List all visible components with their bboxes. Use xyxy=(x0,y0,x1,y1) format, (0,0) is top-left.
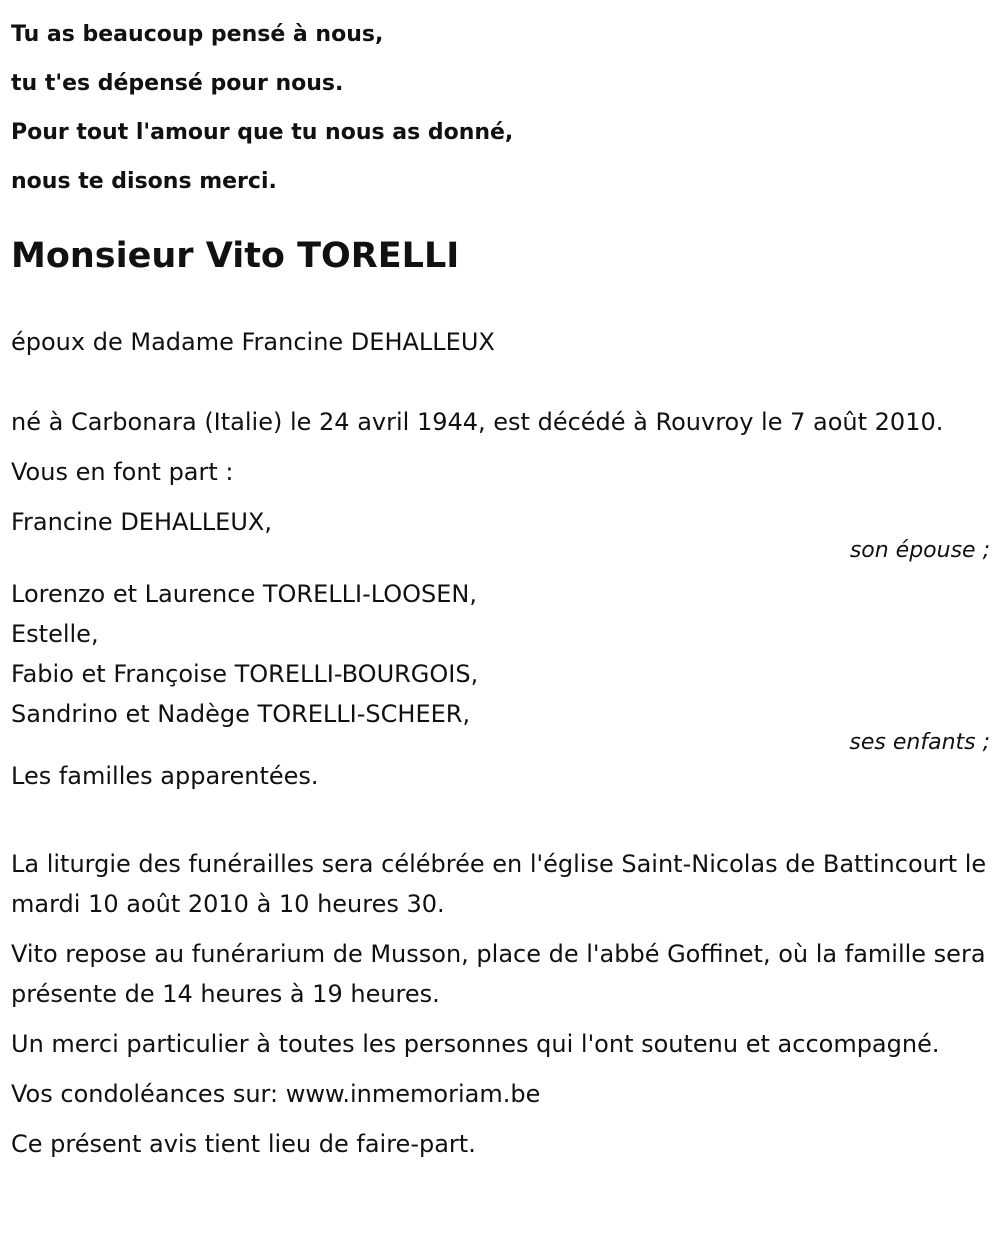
spouse-line: époux de Madame Francine DEHALLEUX xyxy=(11,328,495,356)
faire-part-text: Ce présent avis tient lieu de faire-part. xyxy=(11,1130,476,1158)
poem-line: Pour tout l'amour que tu nous as donné, xyxy=(11,120,514,145)
liturgy-text: La liturgie des funérailles sera célébrée en l'église Saint-Nicolas de Battincourt le mardi 10 août 2010 à 10 heures 30. xyxy=(11,850,987,918)
funeral-home-text: Vito repose au funérarium de Musson, place de l'abbé Goffinet, où la famille sera présente de 14 heures à 19 heures. xyxy=(11,940,986,1008)
poem xyxy=(11,10,991,206)
children-role: ses enfants ; xyxy=(849,730,990,755)
obituary-notice xyxy=(11,0,991,1164)
spouse-name: Francine DEHALLEUX, xyxy=(11,508,272,536)
poem-line: tu t'es dépensé pour nous. xyxy=(11,71,344,96)
birth-death-text: né à Carbonara (Italie) le 24 avril 1944, est décédé à Rouvroy le 7 août 2010. xyxy=(11,408,944,436)
spouse-role: son épouse ; xyxy=(849,538,990,563)
child-name: Estelle, xyxy=(11,620,99,648)
condolences-text: Vos condoléances sur: www.inmemoriam.be xyxy=(11,1080,541,1108)
child-name: Lorenzo et Laurence TORELLI-LOOSEN, xyxy=(11,580,478,608)
poem-line: Tu as beaucoup pensé à nous, xyxy=(11,22,384,47)
child-name: Sandrino et Nadège TORELLI-SCHEER, xyxy=(11,700,471,728)
families-text: Les familles apparentées. xyxy=(11,762,319,790)
deceased-name: Monsieur Vito TORELLI xyxy=(11,236,460,276)
poem-line: nous te disons merci. xyxy=(11,169,277,194)
announcement-intro: Vous en font part : xyxy=(11,458,234,486)
child-name: Fabio et Françoise TORELLI-BOURGOIS, xyxy=(11,660,479,688)
thanks-text: Un merci particulier à toutes les personnes qui l'ont soutenu et accompagné. xyxy=(11,1030,940,1058)
